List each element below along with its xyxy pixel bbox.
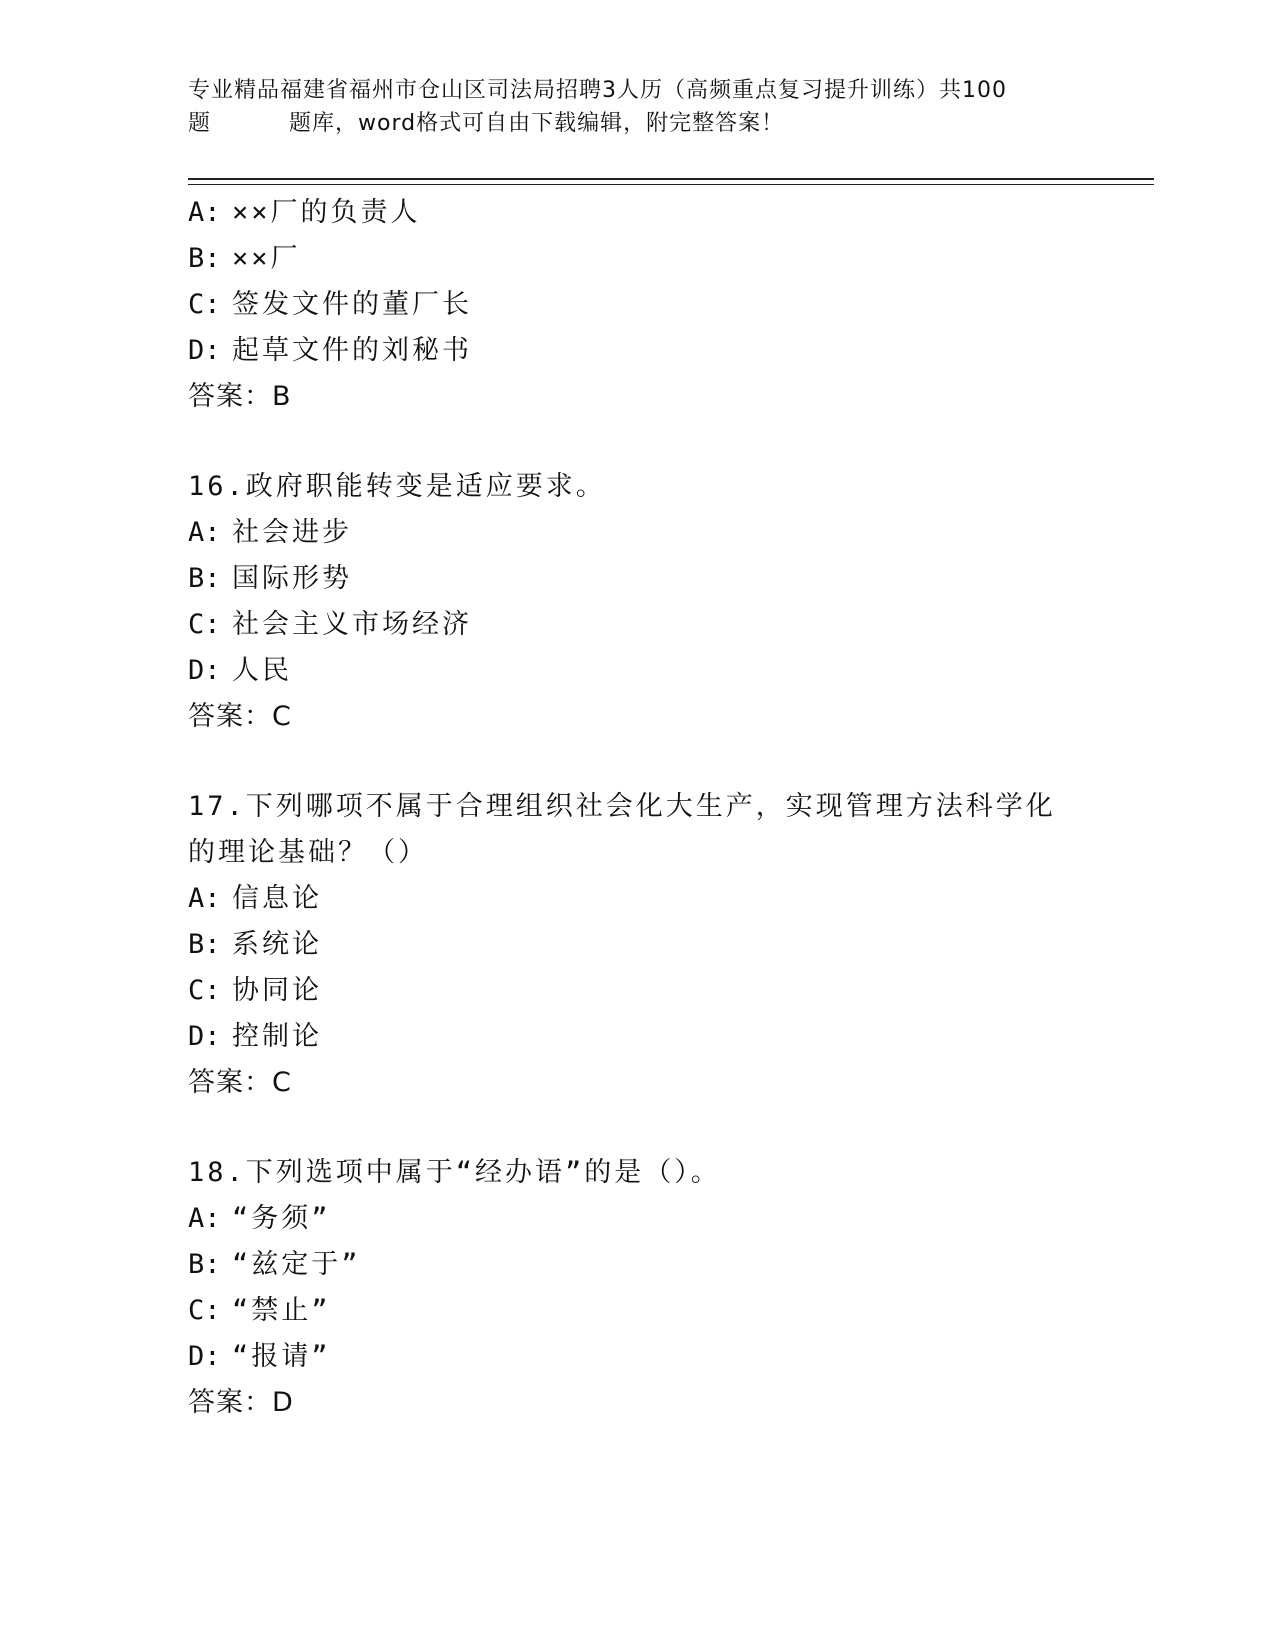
option-c: C: 签发文件的董厂长 bbox=[188, 289, 472, 320]
question-block-16 bbox=[188, 464, 1088, 740]
option-c: C: 社会主义市场经济 bbox=[188, 609, 472, 640]
option-b: B: “兹定于” bbox=[188, 1249, 361, 1280]
header-divider-thin bbox=[188, 184, 1154, 185]
option-c: C: 协同论 bbox=[188, 975, 322, 1006]
answer-line: 答案：D bbox=[188, 1387, 294, 1418]
document-header bbox=[188, 74, 1088, 140]
option-d: D: 人民 bbox=[188, 655, 292, 686]
option-d: D: 起草文件的刘秘书 bbox=[188, 335, 472, 366]
question-text: 17.下列哪项不属于合理组织社会化大生产，实现管理方法科学化的理论基础？（） bbox=[188, 791, 1056, 868]
answer-line: 答案：C bbox=[188, 701, 292, 732]
option-d: D: “报请” bbox=[188, 1341, 331, 1372]
option-b: B: ××厂 bbox=[188, 243, 301, 274]
option-d: D: 控制论 bbox=[188, 1021, 322, 1052]
header-title-line-2 bbox=[188, 107, 1088, 140]
question-text: 18.下列选项中属于“经办语”的是（）。 bbox=[188, 1157, 721, 1188]
option-a: A: “务须” bbox=[188, 1203, 331, 1234]
header-title-line-1: 专业精品福建省福州市仓山区司法局招聘3人历（高频重点复习提升训练）共100 bbox=[188, 78, 1007, 103]
answer-line: 答案：B bbox=[188, 381, 292, 412]
option-c: C: “禁止” bbox=[188, 1295, 331, 1326]
option-a: A: 信息论 bbox=[188, 883, 322, 914]
header-title-line-2-start: 题 bbox=[188, 111, 212, 136]
question-block-18 bbox=[188, 1150, 1088, 1426]
option-a: A: ××厂的负责人 bbox=[188, 197, 421, 228]
question-list bbox=[188, 190, 1088, 1426]
header-title-line-2-rest: 题库，word格式可自由下载编辑，附完整答案！ bbox=[289, 111, 785, 136]
header-divider-thick bbox=[188, 178, 1154, 180]
answer-line: 答案：C bbox=[188, 1067, 292, 1098]
option-a: A: 社会进步 bbox=[188, 517, 352, 548]
question-text: 16.政府职能转变是适应要求。 bbox=[188, 471, 606, 502]
question-block-17 bbox=[188, 784, 1088, 1106]
option-b: B: 国际形势 bbox=[188, 563, 352, 594]
question-block-15 bbox=[188, 190, 1088, 420]
option-b: B: 系统论 bbox=[188, 929, 322, 960]
